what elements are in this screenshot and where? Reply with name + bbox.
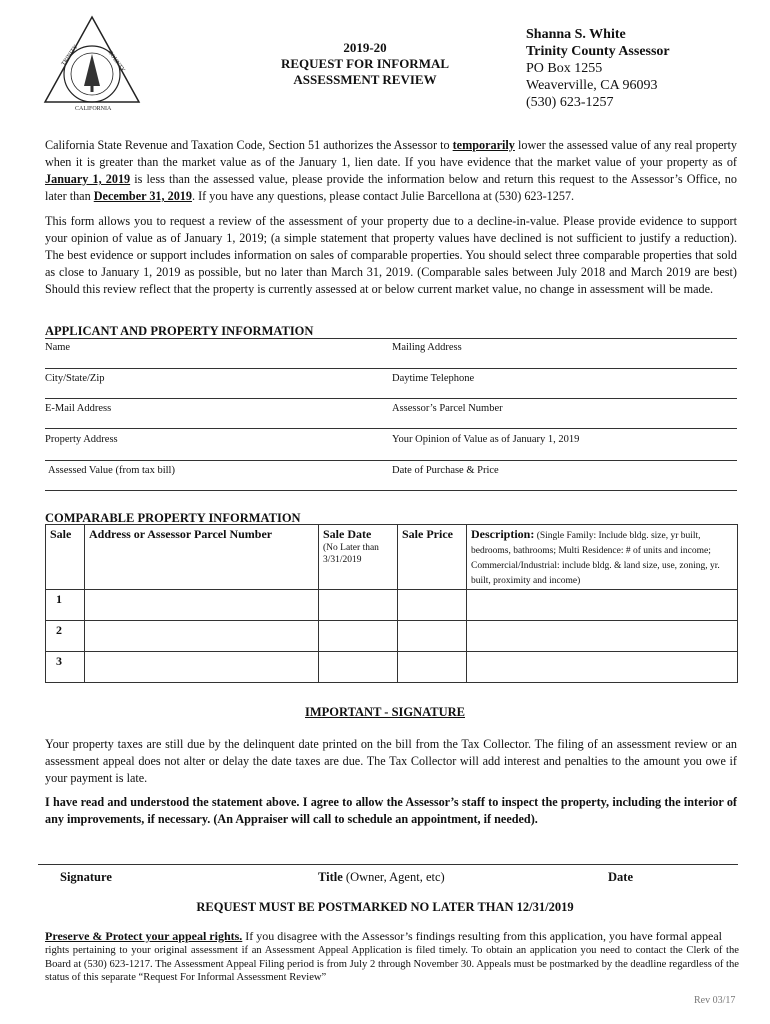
col-desc-header (467, 525, 738, 590)
col-date-header (319, 525, 398, 590)
col-date-title: Sale Date (323, 527, 372, 541)
comparable-table (45, 524, 738, 683)
svg-text:TRINITY: TRINITY (60, 44, 80, 68)
title-label (318, 870, 445, 885)
field-line[interactable] (45, 368, 737, 369)
field-parcel-label: Assessor’s Parcel Number (392, 403, 503, 414)
signature-heading: IMPORTANT - SIGNATURE (305, 705, 465, 719)
price-cell[interactable] (398, 621, 467, 652)
appeal-text-1: If you disagree with the Assessor’s findings resulting from this application, you have formal appeal (242, 929, 722, 943)
comparable-heading: COMPARABLE PROPERTY INFORMATION (45, 511, 301, 525)
intro-paragraph-1 (45, 137, 737, 205)
intro-emphasis-deadline: December 31, 2019 (93, 189, 192, 203)
form-title-line1: REQUEST FOR INFORMAL (280, 56, 450, 71)
appeal-lead: Preserve & Protect your appeal rights. (45, 929, 243, 943)
field-purchase-label: Date of Purchase & Price (392, 465, 499, 476)
form-title (250, 40, 480, 88)
intro-text: . If you have any questions, please contact Julie Barcellona at (530) 623-1257. (192, 189, 575, 203)
signature-label: Signature (60, 870, 112, 884)
county-seal-logo (42, 14, 142, 114)
price-cell[interactable] (398, 652, 467, 683)
price-cell[interactable] (398, 590, 467, 621)
signature-notice: Your property taxes are still due by the delinquent date printed on the bill from the Tax Collector. The filing of an assessment review or an assessment appeal does not alter or delay the date taxes are due. The Tax Collector will add interest and penalties to the amount you owe if your payment is late. (45, 737, 737, 785)
intro-text: is less than the assessed value, please provide the information below and return this request to the Assessor’s Office, no later than (45, 172, 737, 203)
col-desc-title: Description: (471, 527, 535, 541)
svg-text:CALIFORNIA: CALIFORNIA (75, 106, 112, 112)
col-desc-note: (Single Family: Include bldg. size, yr built, bedrooms, bathrooms; Multi Residence: # of units and income; Commercial/Industrial: include bldg. & land size, use, zoning, yr. built, proximity and income) (471, 531, 720, 586)
assessor-address (526, 26, 670, 111)
assessor-phone: (530) 623-1257 (526, 95, 614, 110)
appeal-rights-details: rights pertaining to your original assessment if an Assessment Appeal Application is filed timely. To obtain an application you need to contact the Clerk of the Board at (530) 623-1217. The Assessment Appeal Filing period is from July 2 through November 30. Appeals must be postmarked by the deadline regardless of the status of this separate “Request For Informal Assessment Review” (45, 945, 739, 983)
appeal-rights-line1 (45, 929, 739, 943)
title-label-note: (Owner, Agent, etc) (342, 870, 445, 884)
col-sale-header: Sale (46, 525, 85, 590)
col-price-header: Sale Price (398, 525, 467, 590)
field-line[interactable] (45, 490, 737, 491)
desc-cell[interactable] (467, 652, 738, 683)
field-email-label: E-Mail Address (45, 403, 112, 414)
col-date-note: (No Later than 3/31/2019 (323, 543, 379, 565)
address-cell[interactable] (85, 590, 319, 621)
table-row (46, 652, 738, 683)
sale-number: 2 (46, 621, 85, 652)
desc-cell[interactable] (467, 590, 738, 621)
table-row (46, 621, 738, 652)
intro-text: California State Revenue and Taxation Code, Section 51 authorizes the Assessor to (45, 138, 453, 152)
assessor-po: PO Box 1255 (526, 61, 603, 76)
applicant-heading: APPLICANT AND PROPERTY INFORMATION (45, 324, 314, 338)
divider (45, 338, 737, 339)
intro-text: lower the assessed value of any real property when it is greater than the market value as of the January 1, lien date. If you have evidence that the market value of your property as of (45, 138, 738, 169)
form-title-line2: ASSESSMENT REVIEW (293, 72, 437, 87)
postmark-deadline: REQUEST MUST BE POSTMARKED NO LATER THAN 12/31/2019 (196, 900, 574, 914)
assessor-city: Weaverville, CA 96093 (526, 78, 658, 93)
title-label-text: Title (318, 870, 343, 884)
intro-paragraph-2: This form allows you to request a review of the assessment of your property due to a decline-in-value. Please provide evidence to support your opinion of value as of January 1, 2019; (a simple statement that property values have declined is not sufficient to justify a reduction). The best evidence or support includes information on sales of comparable properties. You should select three comparable properties that sold as close to January 1, 2019 as possible, but no later than March 31, 2019. (Comparable sales between July 2018 and March 2019 are best) Should this review reflect that the property is currently assessed at or below current market value, no change in assessment will be made. (45, 214, 737, 296)
table-row (46, 590, 738, 621)
desc-cell[interactable] (467, 621, 738, 652)
field-assessed-value-label: Assessed Value (from tax bill) (48, 465, 175, 476)
field-city-label: City/State/Zip (45, 373, 105, 384)
field-mailing-address-label: Mailing Address (392, 342, 462, 353)
address-cell[interactable] (85, 652, 319, 683)
date-cell[interactable] (319, 652, 398, 683)
signature-line[interactable] (38, 864, 738, 865)
sale-number: 1 (46, 590, 85, 621)
date-label: Date (608, 870, 633, 884)
table-header-row (46, 525, 738, 590)
field-line[interactable] (45, 398, 737, 399)
sale-number: 3 (46, 652, 85, 683)
assessor-title: Trinity County Assessor (526, 44, 670, 59)
assessor-name: Shanna S. White (526, 27, 626, 42)
field-line[interactable] (45, 428, 737, 429)
field-line[interactable] (45, 460, 737, 461)
signature-agreement: I have read and understood the statement above. I agree to allow the Assessor’s staff to inspect the property, including the interior of any improvements, if necessary. (An Appraiser will call to schedule an appointment, if needed). (45, 795, 737, 826)
field-phone-label: Daytime Telephone (392, 373, 475, 384)
intro-emphasis-date: January 1, 2019 (45, 172, 131, 186)
field-opinion-value-label: Your Opinion of Value as of January 1, 2019 (392, 434, 580, 445)
revision-label: Rev 03/17 (694, 995, 736, 1006)
date-cell[interactable] (319, 621, 398, 652)
svg-text:COUNTY: COUNTY (106, 49, 126, 74)
address-cell[interactable] (85, 621, 319, 652)
intro-emphasis-temporarily: temporarily (452, 138, 515, 152)
col-address-header: Address or Assessor Parcel Number (85, 525, 319, 590)
form-year: 2019-20 (343, 40, 387, 55)
field-property-address-label: Property Address (45, 434, 118, 445)
date-cell[interactable] (319, 590, 398, 621)
field-name-label: Name (45, 342, 71, 353)
